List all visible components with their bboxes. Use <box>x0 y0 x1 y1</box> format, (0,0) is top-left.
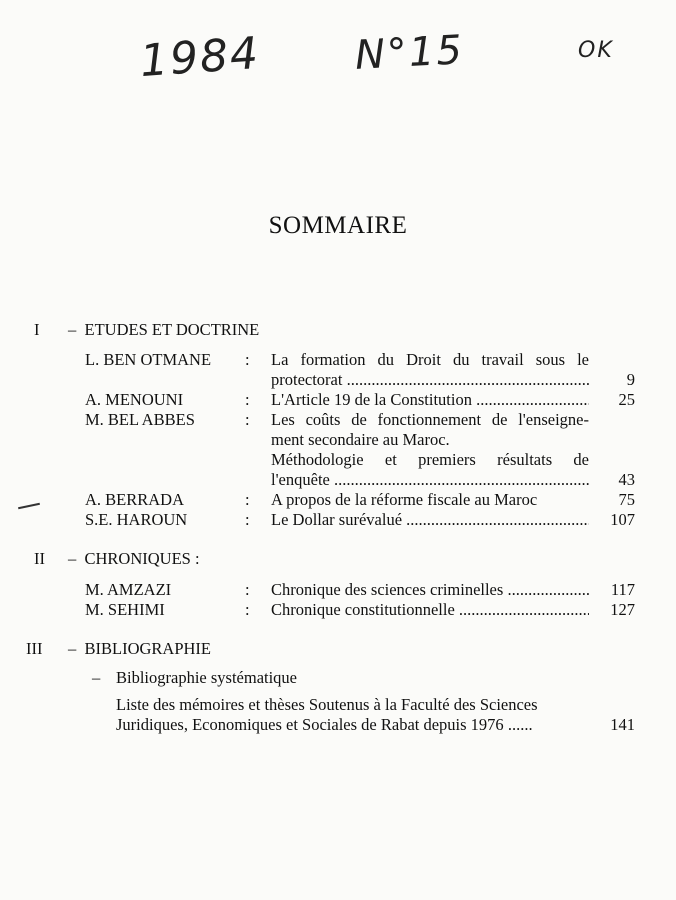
section-dash: – <box>68 320 85 339</box>
entry-colon: : <box>245 350 250 369</box>
entry-colon: : <box>245 580 250 599</box>
entry-title <box>271 390 589 410</box>
entry-title-line: Le Dollar surévalué ..... <box>271 510 589 529</box>
entry-title <box>271 350 589 390</box>
entry-page: 43 <box>618 470 635 489</box>
bibliography-line: Juridiques, Economiques et Sociales de Rabat depuis 1976 ...... <box>116 715 533 734</box>
entry-title-line: A propos de la réforme fiscale au Maroc <box>271 490 538 509</box>
section-numeral: I <box>34 320 40 339</box>
section-numeral: II <box>34 549 45 568</box>
entry-page: 107 <box>610 510 635 529</box>
entry-colon: : <box>245 490 250 509</box>
entry-author: M. AMZAZI <box>85 580 172 599</box>
entry-author: A. MENOUNI <box>85 390 184 409</box>
entry-title-line: l'enquête ..... <box>271 470 589 489</box>
entry-title-line: Les coûts de fonctionnement de l'enseigne- <box>271 410 589 429</box>
entry-title-line: L'Article 19 de la Constitution ..... <box>271 390 589 409</box>
entry-colon: : <box>245 410 250 429</box>
entry-author: M. BEL ABBES <box>85 410 195 429</box>
entry-title-line: Chronique des sciences criminelles ..... <box>271 580 589 599</box>
toc-entry <box>85 510 635 530</box>
entry-title <box>271 600 589 620</box>
entry-title-line: ment secondaire au Maroc. <box>271 430 450 449</box>
handwritten-ok-mark: OK <box>578 38 614 63</box>
entry-title <box>271 510 589 530</box>
entry-title <box>271 410 589 490</box>
entry-author: A. BERRADA <box>85 490 185 509</box>
toc-entry <box>85 490 635 510</box>
toc-entry <box>85 410 635 490</box>
bibliography-line: Liste des mémoires et thèses Soutenus à la Faculté des Sciences <box>116 695 538 714</box>
entry-title-line: La formation du Droit du travail sous le <box>271 350 589 369</box>
entry-page: 127 <box>610 600 635 619</box>
entry-page: 117 <box>610 580 635 599</box>
entry-title-line: Chronique constitutionnelle ..... <box>271 600 589 619</box>
toc-entry <box>85 390 635 410</box>
handwritten-year: 1984 <box>138 27 262 88</box>
section-heading-2 <box>34 549 200 569</box>
entry-page: 75 <box>618 490 635 509</box>
entry-colon: : <box>245 390 250 409</box>
section-dash: – <box>68 549 85 568</box>
entry-author: L. BEN OTMANE <box>85 350 212 369</box>
section-heading-1 <box>34 320 259 340</box>
toc-entry <box>85 350 635 390</box>
entry-colon: : <box>245 510 250 529</box>
section-title: CHRONIQUES : <box>84 549 200 568</box>
section-numeral: III <box>26 639 43 658</box>
section-dash: – <box>68 639 85 658</box>
entry-page: 9 <box>626 370 635 389</box>
bibliography-page: 141 <box>610 715 635 734</box>
section-title: ETUDES ET DOCTRINE <box>84 320 260 339</box>
toc-entry <box>85 600 635 620</box>
toc-entry <box>85 580 635 600</box>
handwritten-issue-number: N°15 <box>353 27 465 79</box>
entry-colon: : <box>245 600 250 619</box>
margin-pen-mark <box>18 503 40 510</box>
entry-author: S.E. HAROUN <box>85 510 188 529</box>
entry-title <box>271 490 589 510</box>
subheading-dash: – <box>92 668 101 687</box>
entry-author: M. SEHIMI <box>85 600 165 619</box>
page-title: SOMMAIRE <box>268 212 408 239</box>
entry-title-line: Méthodologie et premiers résultats de <box>271 450 589 469</box>
bibliography-subheading: Bibliographie systématique <box>116 668 298 687</box>
entry-title-line: protectorat ..... <box>271 370 589 389</box>
entry-title <box>271 580 589 600</box>
section-heading-3 <box>26 639 211 659</box>
bibliography-line-text: Juridiques, Economiques et Sociales de Rabat depuis 1976 <box>116 715 504 734</box>
section-title: BIBLIOGRAPHIE <box>84 639 211 658</box>
entry-page: 25 <box>618 390 635 409</box>
